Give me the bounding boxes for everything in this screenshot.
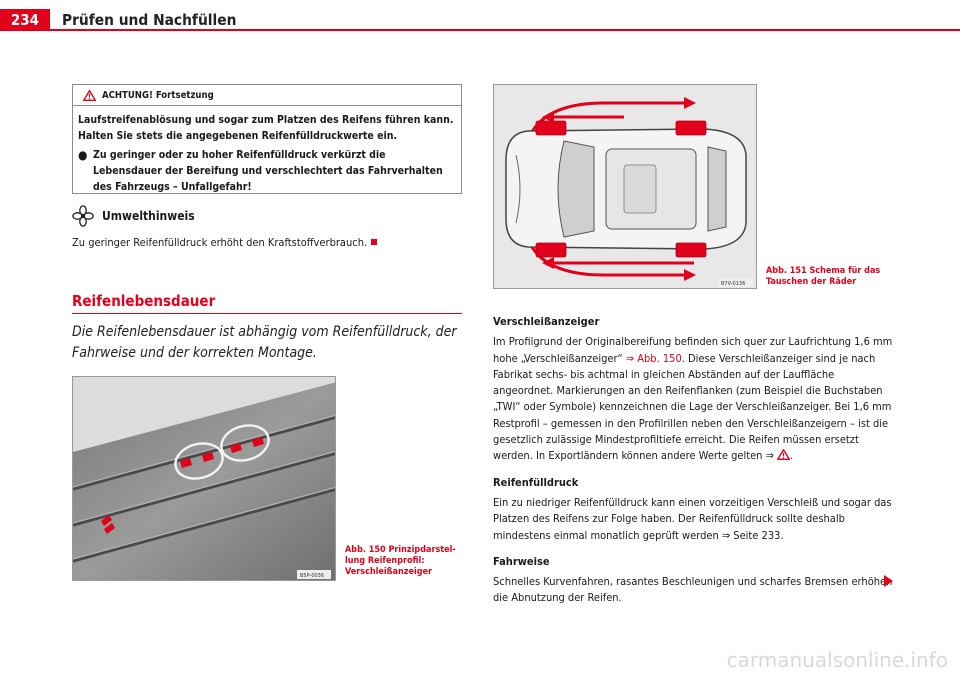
page-number: 234 — [0, 9, 50, 31]
warning-header — [73, 85, 461, 106]
car-top-view — [506, 129, 746, 249]
driving-heading: Fahrweise — [493, 554, 550, 568]
environment-text: Zu geringer Reifenfülldruck erhöht den Kraftstoffverbrauch. — [72, 236, 377, 249]
tire-tread-figure — [72, 376, 336, 581]
figure150-code: B5P-0036 — [300, 573, 325, 579]
next-page-arrow-icon[interactable] — [884, 575, 893, 587]
figure151-code: B7V-0136 — [721, 281, 746, 287]
warning-bullet-text: Zu geringer oder zu hoher Reifenfülldruck verkürzt die Lebensdauer der Bereifung und verschlechtert das Fahrverhalten des Fahrzeugs – Unfallgefahr! — [93, 149, 443, 193]
right-column — [493, 314, 893, 617]
flower-icon — [72, 205, 94, 227]
chapter-title: Prüfen und Nachfüllen — [62, 11, 237, 29]
warning-title: ACHTUNG! Fortsetzung — [102, 89, 214, 101]
end-marker-icon — [371, 239, 377, 245]
driving-paragraph: Schnelles Kurvenfahren, rasantes Beschleunigen und scharfes Bremsen erhöhen die Abnutzung der Reifen. — [493, 575, 893, 605]
header-rule — [50, 29, 960, 31]
section-intro: Die Reifenlebensdauer ist abhängig vom Reifenfülldruck, der Fahrweise und der korrekten Montage. — [72, 324, 457, 361]
pressure-paragraph: Ein zu niedriger Reifenfülldruck kann einen vorzeitigen Verschleiß und sogar das Platzen des Reifens zur Folge haben. Der Reifenfülldruck sollte deshalb mindestens einmal monatlich geprüft werden ⇒ Seite 233. — [493, 495, 892, 542]
bullet-dot-icon: ● — [78, 148, 88, 162]
warning-triangle-icon — [83, 90, 96, 101]
figure150-link[interactable]: ⇒ Abb. 150 — [625, 351, 682, 365]
environment-heading — [72, 205, 195, 227]
warning-bullet — [78, 147, 457, 195]
watermark: carmanualsonline.info — [726, 648, 948, 672]
section-title: Reifenlebensdauer — [72, 292, 216, 310]
figure150-caption: Abb. 150 Prinzipdarstel- lung Reifenprofil: Verschleißanzeiger — [345, 545, 456, 577]
section-rule — [72, 313, 462, 314]
warning-paragraph: Laufstreifenablösung und sogar zum Platzen des Reifens führen kann. Halten Sie stets die angegebenen Reifenfülldruckwerte ein. — [78, 114, 454, 142]
pressure-heading: Reifenfülldruck — [493, 475, 579, 489]
figure151-caption: Abb. 151 Schema für das Tauschen der Räder — [766, 266, 881, 287]
warning-triangle-icon[interactable] — [777, 449, 790, 460]
wheel-rotation-figure — [493, 84, 757, 289]
wear-paragraph: Im Profilgrund der Originalbereifung befinden sich quer zur Laufrichtung 1,6 mm hohe „Verschleißanzeiger“ ⇒ Abb. 150. Diese Verschleißanzeiger sind je nach Fabrikat sechs- bis achtmal in gleichen Abständen auf der Lauffläche angeordnet. Markierungen an den Reifenflanken (zum Beispiel die Buchstaben „TWI“ oder Symbole) kennzeichnen die Lage der Verschleißanzeiger. Bei 1,6 mm Restprofil – gemessen in den Profilrillen neben den Verschleißanzeigern – ist die gesetzlich zulässige Mindestprofiltiefe erreicht. Die Reifen müssen ersetzt werden. In Exportländern können andere Werte gelten ⇒ . — [493, 335, 893, 463]
wear-heading: Verschleißanzeiger — [493, 315, 600, 328]
environment-title: Umwelthinweis — [102, 209, 195, 223]
warning-box — [72, 84, 462, 194]
